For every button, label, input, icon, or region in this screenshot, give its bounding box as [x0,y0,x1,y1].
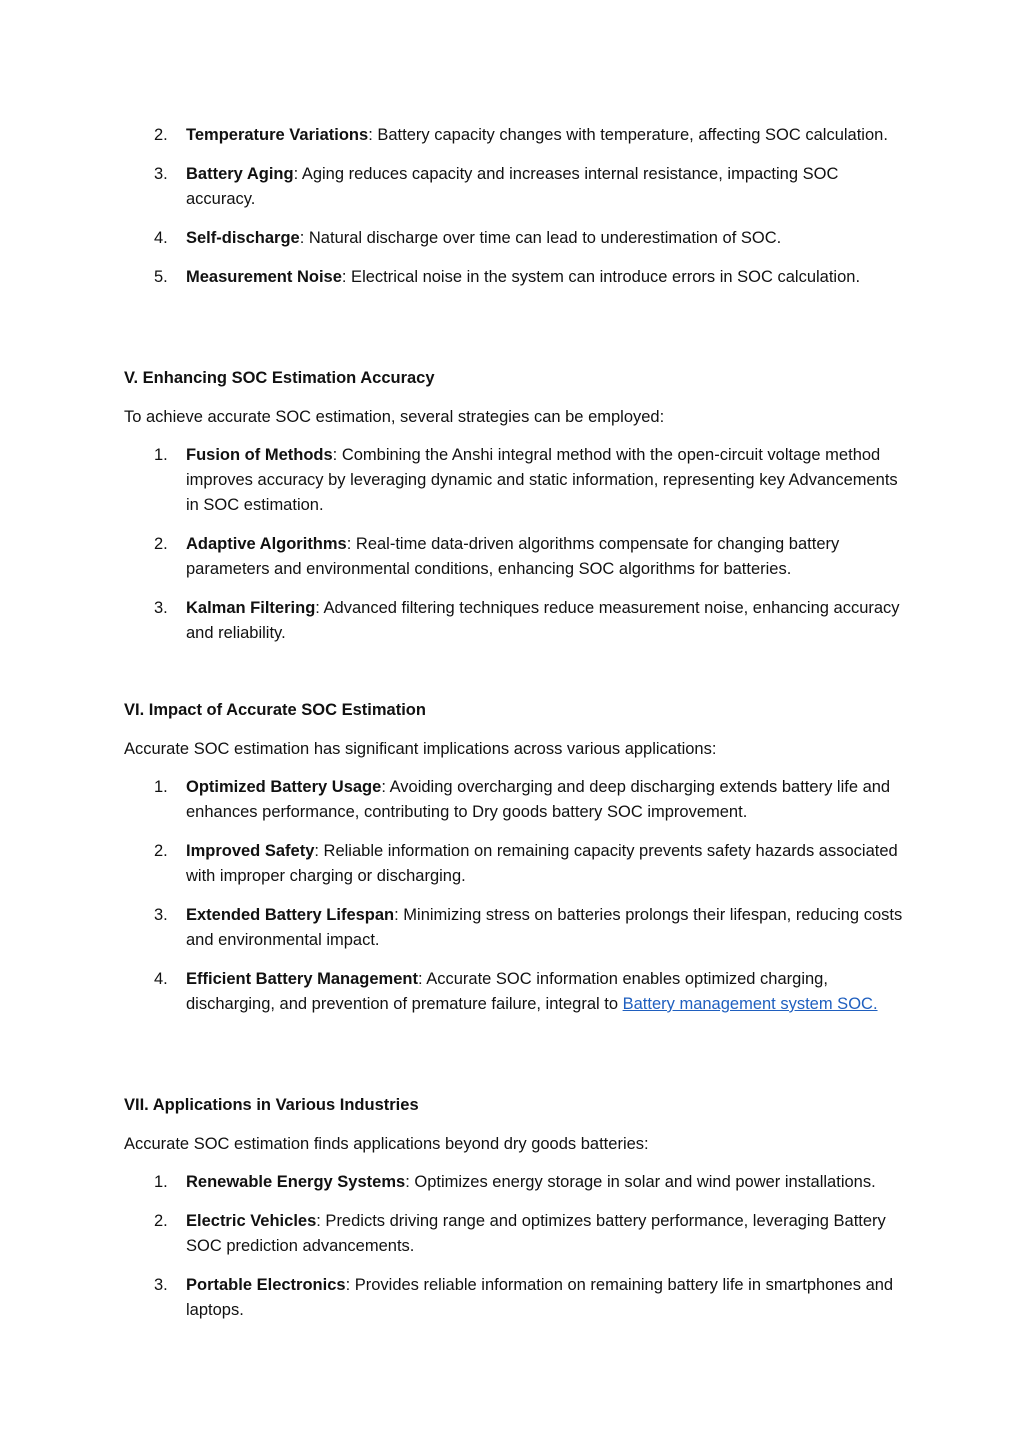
list-term: Extended Battery Lifespan [186,906,395,924]
list-number: 2. [154,126,168,144]
list-text: : Battery capacity changes with temperature, affecting SOC calculation. [368,126,888,144]
section-intro: Accurate SOC estimation finds applications beyond dry goods batteries: [124,1135,649,1153]
list-text: : Combining the Anshi integral method with the open-circuit voltage method improves accuracy by leveraging dynamic and static information, representing key Advancements in SOC estimation. [186,446,898,514]
challenges-list [124,123,904,304]
list-item [124,596,904,646]
list-term: Optimized Battery Usage [186,778,382,796]
list-term: Renewable Energy Systems [186,1173,406,1191]
list-text: : Natural discharge over time can lead to underestimation of SOC. [299,229,782,247]
strategies-list [124,443,904,660]
list-number: 2. [154,842,168,860]
battery-management-system-soc-link[interactable]: Battery management system SOC. [622,995,878,1013]
list-text: : Predicts driving range and optimizes battery performance, leveraging Battery SOC prediction advancements. [186,1212,886,1255]
section-heading: V. Enhancing SOC Estimation Accuracy [124,369,435,387]
impact-list [124,775,904,1031]
list-text: : Avoiding overcharging and deep discharging extends battery life and enhances performance, contributing to Dry goods battery SOC improvement. [186,778,891,821]
applications-list [124,1170,904,1337]
list-term: Improved Safety [186,842,315,860]
list-item [124,775,904,825]
list-item [124,123,904,148]
list-term: Kalman Filtering [186,599,316,617]
list-number: 3. [154,906,168,924]
list-text: : Accurate SOC information enables optimized charging, discharging, and prevention of premature failure, integral to [186,970,828,1013]
list-term: Battery Aging [186,165,294,183]
list-text: : Advanced filtering techniques reduce measurement noise, enhancing accuracy and reliability. [186,599,900,642]
list-number: 4. [154,229,168,247]
list-number: 1. [154,446,168,464]
list-term: Efficient Battery Management [186,970,418,988]
list-number: 1. [154,778,168,796]
list-text: : Aging reduces capacity and increases internal resistance, impacting SOC accuracy. [186,165,839,208]
list-item [124,1170,904,1195]
list-number: 1. [154,1173,168,1191]
list-term: Fusion of Methods [186,446,333,464]
section-intro: To achieve accurate SOC estimation, several strategies can be employed: [124,408,665,426]
list-text: : Provides reliable information on remaining battery life in smartphones and laptops. [186,1276,894,1319]
list-item [124,903,904,953]
list-number: 4. [154,970,168,988]
list-term: Self-discharge [186,229,300,247]
list-text: : Reliable information on remaining capacity prevents safety hazards associated with improper charging or discharging. [186,842,898,885]
list-item [124,162,904,212]
list-item [124,1209,904,1259]
list-item [124,839,904,889]
list-item [124,265,904,290]
list-number: 3. [154,165,168,183]
section-heading: VI. Impact of Accurate SOC Estimation [124,701,426,719]
list-item [124,532,904,582]
list-item [124,967,904,1017]
list-item [124,443,904,518]
list-term: Portable Electronics [186,1276,346,1294]
list-number: 2. [154,535,168,553]
list-text: : Real-time data-driven algorithms compensate for changing battery parameters and environmental conditions, enhancing SOC algorithms for batteries. [186,535,840,578]
list-number: 3. [154,1276,168,1294]
list-number: 5. [154,268,168,286]
list-number: 2. [154,1212,168,1230]
list-item [124,1273,904,1323]
list-term: Temperature Variations [186,126,369,144]
section-heading: VII. Applications in Various Industries [124,1096,419,1114]
list-term: Measurement Noise [186,268,342,286]
list-term: Adaptive Algorithms [186,535,347,553]
list-number: 3. [154,599,168,617]
list-text: : Electrical noise in the system can introduce errors in SOC calculation. [341,268,861,286]
list-text: : Optimizes energy storage in solar and wind power installations. [405,1173,876,1191]
list-item [124,226,904,251]
section-intro: Accurate SOC estimation has significant implications across various applications: [124,740,717,758]
list-text: : Minimizing stress on batteries prolongs their lifespan, reducing costs and environmental impact. [186,906,903,949]
list-term: Electric Vehicles [186,1212,317,1230]
